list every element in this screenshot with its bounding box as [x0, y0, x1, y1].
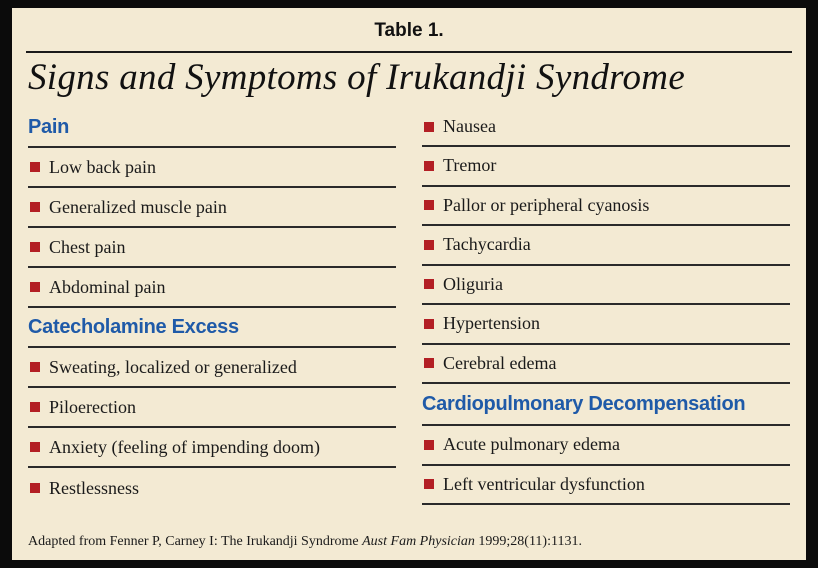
item-text: Restlessness	[49, 477, 139, 498]
list-item	[28, 348, 396, 388]
citation-prefix: Adapted from Fenner P, Carney I: The Irukandji Syndrome	[28, 534, 363, 549]
item-text: Low back pain	[49, 156, 156, 177]
item-text: Tremor	[443, 155, 497, 176]
table-title: Signs and Symptoms of Irukandji Syndrome	[28, 57, 686, 98]
section-heading	[28, 108, 396, 148]
red-square-bullet-icon	[30, 242, 40, 252]
list-item	[28, 388, 396, 428]
heading-text: Catecholamine Excess	[28, 315, 239, 338]
red-square-bullet-icon	[424, 240, 434, 250]
item-text: Abdominal pain	[49, 276, 166, 297]
item-text: Cerebral edema	[443, 352, 557, 373]
list-item	[28, 228, 396, 268]
red-square-bullet-icon	[424, 358, 434, 368]
red-square-bullet-icon	[424, 122, 434, 132]
section-heading	[422, 384, 790, 426]
left-column	[28, 108, 396, 508]
list-item	[28, 148, 396, 188]
red-square-bullet-icon	[30, 362, 40, 372]
list-item	[28, 428, 396, 468]
list-item	[422, 426, 790, 466]
source-citation	[28, 534, 582, 550]
table-card	[12, 8, 806, 560]
list-item	[422, 108, 790, 147]
red-square-bullet-icon	[30, 483, 40, 493]
red-square-bullet-icon	[30, 162, 40, 172]
red-square-bullet-icon	[30, 402, 40, 412]
heading-text: Pain	[28, 115, 70, 138]
list-item	[422, 305, 790, 345]
section-heading	[28, 308, 396, 348]
item-text: Nausea	[443, 116, 496, 136]
red-square-bullet-icon	[30, 202, 40, 212]
item-text: Pallor or peripheral cyanosis	[443, 194, 650, 215]
item-text: Chest pain	[49, 236, 126, 257]
list-item	[28, 468, 396, 508]
item-text: Left ventricular dysfunction	[443, 473, 645, 494]
right-column	[422, 108, 790, 505]
red-square-bullet-icon	[424, 279, 434, 289]
title-rule	[26, 51, 792, 53]
item-text: Acute pulmonary edema	[443, 434, 620, 455]
citation-suffix: 1999;28(11):1131.	[474, 534, 582, 549]
item-text: Hypertension	[443, 313, 540, 334]
list-item	[422, 345, 790, 385]
list-item	[422, 266, 790, 306]
red-square-bullet-icon	[424, 479, 434, 489]
journal-name: Aust Fam Physician	[362, 534, 475, 549]
item-text: Sweating, localized or generalized	[49, 356, 297, 377]
red-square-bullet-icon	[424, 200, 434, 210]
list-item	[422, 147, 790, 187]
item-text: Generalized muscle pain	[49, 196, 227, 217]
red-square-bullet-icon	[30, 442, 40, 452]
list-item	[28, 268, 396, 308]
heading-text: Cardiopulmonary Decompensation	[422, 392, 746, 415]
red-square-bullet-icon	[424, 440, 434, 450]
item-text: Anxiety (feeling of impending doom)	[49, 436, 320, 457]
item-text: Piloerection	[49, 396, 136, 417]
red-square-bullet-icon	[424, 319, 434, 329]
red-square-bullet-icon	[30, 282, 40, 292]
red-square-bullet-icon	[424, 161, 434, 171]
list-item	[422, 187, 790, 227]
list-item	[422, 466, 790, 506]
table-label: Table 1.	[374, 20, 444, 41]
list-item	[422, 226, 790, 266]
list-item	[28, 188, 396, 228]
item-text: Oliguria	[443, 273, 503, 294]
item-text: Tachycardia	[443, 234, 531, 255]
